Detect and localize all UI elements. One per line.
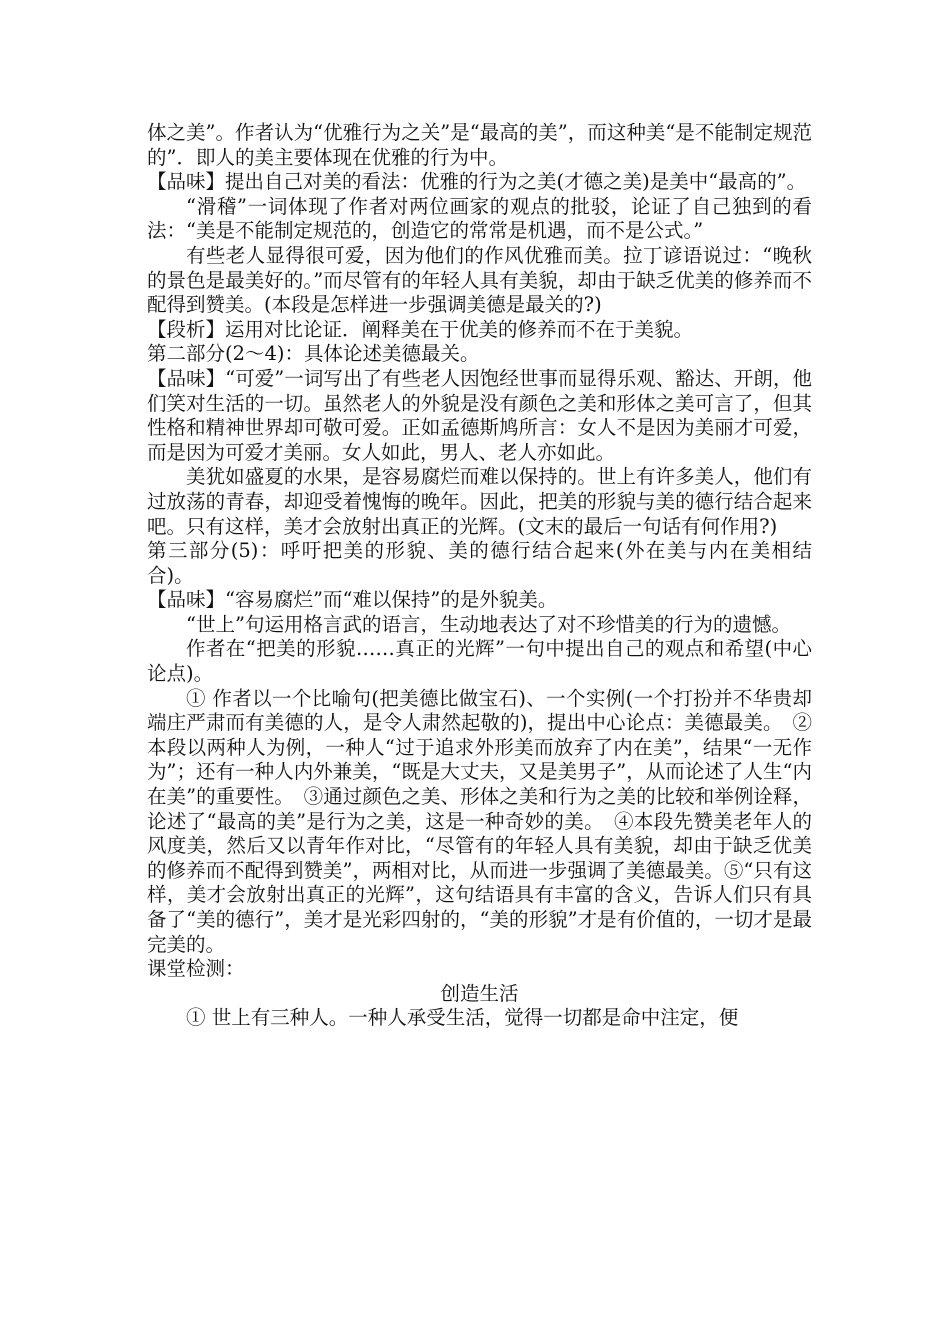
paragraph-huaji-analysis: “滑稽”一词体现了作者对两位画家的观点的批驳，论证了自己独到的看法：“美是不能制定规范的，创造它的常常是机遇，而不是公式。”: [147, 194, 812, 243]
passage-first-paragraph: ① 世上有三种人。一种人承受生活，觉得一切都是命中注定，便: [186, 1006, 739, 1030]
paragraph-intro-conclusion: 体之美”。作者认为“优雅行为之关”是“最高的美”，而这种美“是不能制定规范的”．即人的美主要体现在优雅的行为中。: [147, 121, 812, 169]
passage-title: 创造生活: [440, 981, 519, 1005]
section-heading-part-three: 第三部分(5)：呼吁把美的形貌、美的德行结合起来(外在美与内在美相结合)。: [147, 539, 812, 587]
paragraph-central-thesis: 作者在“把美的形貌……真正的光辉”一句中提出自己的观点和希望(中心论点)。: [147, 637, 812, 686]
paragraph-pinwei-view: 【品味】提出自己对美的看法：优雅的行为之美(才德之美)是美中“最高的”。: [147, 170, 807, 194]
section-heading-classroom-test: 课堂检测：: [147, 957, 245, 981]
paragraph-shishang: “世上”句运用格言武的语言，生动地表达了对不珍惜美的行为的遗憾。: [186, 612, 791, 636]
paragraph-elderly-charm: 有些老人显得很可爱，因为他们的作风优雅而美。拉丁谚语说过：“晚秋的景色是最美好的。”而尽管有的年轻人具有美貌，却由于缺乏优美的修养而不配得到赞美。(本段是怎样进一步强调美德是最关的?): [147, 243, 812, 317]
paragraph-pinwei-fulan: 【品味】“容易腐烂”而“难以保持”的是外貌美。: [147, 588, 558, 612]
document-page: [147, 121, 812, 1031]
paragraph-pinwei-keai: 【品味】“可爱”一词写出了有些老人因饱经世事而显得乐观、豁达、开朗，他们笑对生活的一切。虽然老人的外貌是没有颜色之美和形体之美可言了，但其性格和精神世界却可敬可爱。正如孟德斯鸠所言：女人不是因为美丽才可爱，而是因为可爱才美丽。女人如此，男人、老人亦如此。: [147, 366, 812, 464]
section-heading-part-two: 第二部分(2～4)：具体论述美德最关。: [147, 342, 480, 366]
paragraph-summer-fruit: 美犹如盛夏的水果，是容易腐烂而难以保持的。世上有许多美人，他们有过放荡的青春，却迎受着愧悔的晚年。因此，把美的形貌与美的德行结合起来吧。只有这样，美才会放射出真正的光辉。(文末的最后一句话有何作用?): [147, 465, 812, 538]
paragraph-summary-points: ① 作者以一个比喻句(把美德比做宝石)、一个实例(一个打扮并不华贵却端庄严肃而有美德的人，是令人肃然起敬的)，提出中心论点：美德最美。 ②本段以两种人为例，一种人“过于追求外形美而放弃了内在美”，结果“一无作为”；还有一种人内外兼美，“既是大丈夫，又是美男子”，从而论述了人生“内在美”的重要性。 ③通过颜色之美、形体之美和行为之美的比较和举例诠释，论述了“最高的美”是行为之美，这是一种奇妙的美。 ④本段先赞美老年人的风度美，然后又以青年作对比，“尽管有的年轻人具有美貌，却由于缺乏优美的修养而不配得到赞美”，两相对比，从而进一步强调了美德最美。⑤“只有这样，美才会放射出真正的光辉”，这句结语具有丰富的含义，告诉人们只有具备了“美的德行”，美才是光彩四射的，“美的形貌”才是有价值的，一切才是最完美的。: [147, 686, 812, 956]
paragraph-duanxi: 【段析】运用对比论证．阐释美在于优美的修养而不在于美貌。: [147, 317, 694, 341]
